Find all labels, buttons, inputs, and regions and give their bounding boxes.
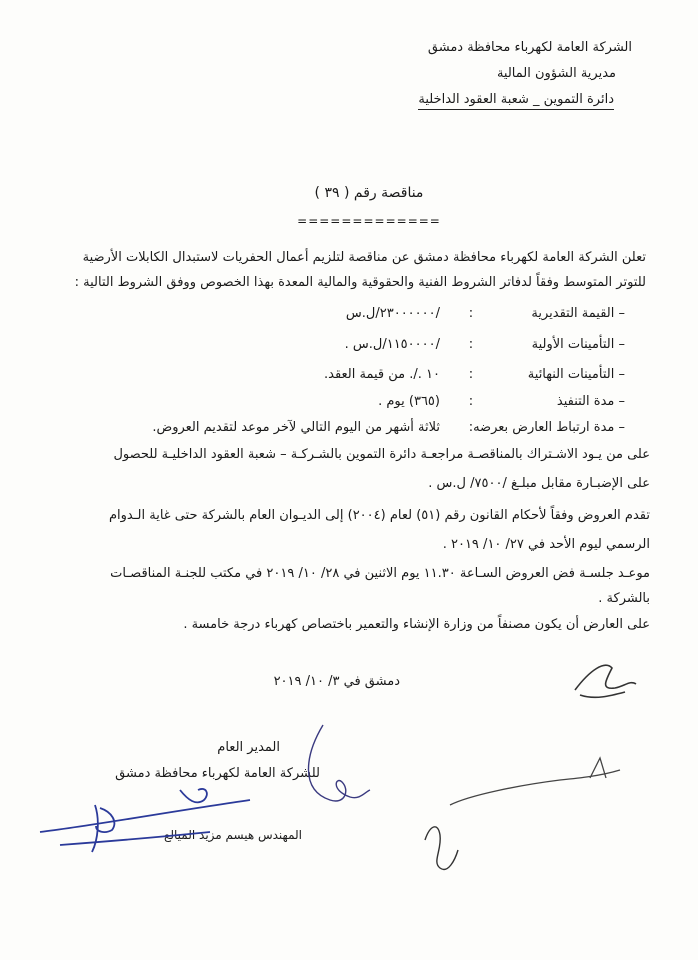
- header-department: [418, 92, 614, 107]
- body-line: على الإضبـارة مقابل مبلـغ /٧٥٠٠/ ل.س .: [428, 476, 650, 491]
- intro-line-2: للتوتر المتوسط وفقاً لدفاتر الشروط الفنية والحقوقية والمالية المعدة بهذا الخصوص ووفق الشروط التالية :: [74, 275, 646, 290]
- condition-value: /١١٥٠٠٠٠/ل.س .: [344, 337, 440, 352]
- condition-label: – مدة التنفيذ: [556, 394, 625, 409]
- tender-title: مناقصة رقم ( ٣٩ ): [314, 185, 424, 201]
- body-line: تقدم العروض وفقاً لأحكام القانون رقم (٥١) لعام (٢٠٠٤) إلى الديـوان العام بالشركة حتى غاية الـدوام: [108, 508, 650, 523]
- condition-colon: :: [468, 337, 474, 352]
- signature-mark: [575, 665, 636, 697]
- intro-line-1: تعلن الشركة العامة لكهرباء محافظة دمشق عن مناقصة لتلزيم أعمال الحفريات لاستبدال الكابلات الأرضية: [82, 250, 646, 265]
- condition-label: – التأمينات الأولية: [531, 337, 625, 352]
- condition-colon: :: [468, 420, 474, 435]
- body-line: بالشركة .: [598, 591, 650, 606]
- header-directorate: مديرية الشؤون المالية: [496, 66, 616, 81]
- condition-label: – مدة ارتباط العارض بعرضه: [473, 420, 625, 435]
- body-line: الرسمي ليوم الأحد في ٢٧/ ١٠/ ٢٠١٩ .: [442, 537, 650, 552]
- body-line: على من يـود الاشـتراك بالمناقصـة مراجعـة دائرة التموين بالشـركـة – شعبة العقود الداخليـة للحصول: [113, 447, 650, 462]
- title-separator: =============: [297, 214, 441, 228]
- condition-colon: :: [468, 367, 474, 382]
- condition-colon: :: [468, 306, 474, 321]
- condition-value: /٢٣٠٠٠٠٠٠/ل.س: [345, 306, 440, 321]
- header-company: الشركة العامة لكهرباء محافظة دمشق: [427, 40, 632, 55]
- header-department-text: دائرة التموين _ شعبة العقود الداخلية: [418, 92, 614, 110]
- signatory-name: المهندس هيسم مزيد الميالع: [163, 828, 302, 842]
- signature-mark: [40, 789, 250, 852]
- signature-mark: [450, 758, 620, 805]
- body-line: على العارض أن يكون مصنفاً من وزارة الإنشاء والتعمير باختصاص كهرباء درجة خامسة .: [183, 617, 650, 632]
- condition-label: – التأمينات النهائية: [527, 367, 625, 382]
- condition-label: – القيمة التقديرية: [531, 306, 625, 321]
- condition-value: ١٠ ./. من قيمة العقد.: [323, 367, 440, 382]
- signature-mark: [425, 827, 458, 870]
- signatory-title: المدير العام: [217, 740, 280, 755]
- place-and-date: دمشق في ٣/ ١٠/ ٢٠١٩: [273, 674, 400, 689]
- signature-mark: [308, 725, 370, 801]
- condition-colon: :: [468, 394, 474, 409]
- condition-value: ثلاثة أشهر من اليوم التالي لآخر موعد لتقديم العروض.: [152, 420, 440, 435]
- signatory-company: للشركة العامة لكهرباء محافظة دمشق: [115, 766, 320, 781]
- body-line: موعـد جلسـة فض العروض السـاعة ١١.٣٠ يوم الاثنين في ٢٨/ ١٠/ ٢٠١٩ في مكتب للجنـة المناقصـات: [110, 566, 650, 581]
- condition-value: (٣٦٥) يوم .: [378, 394, 440, 409]
